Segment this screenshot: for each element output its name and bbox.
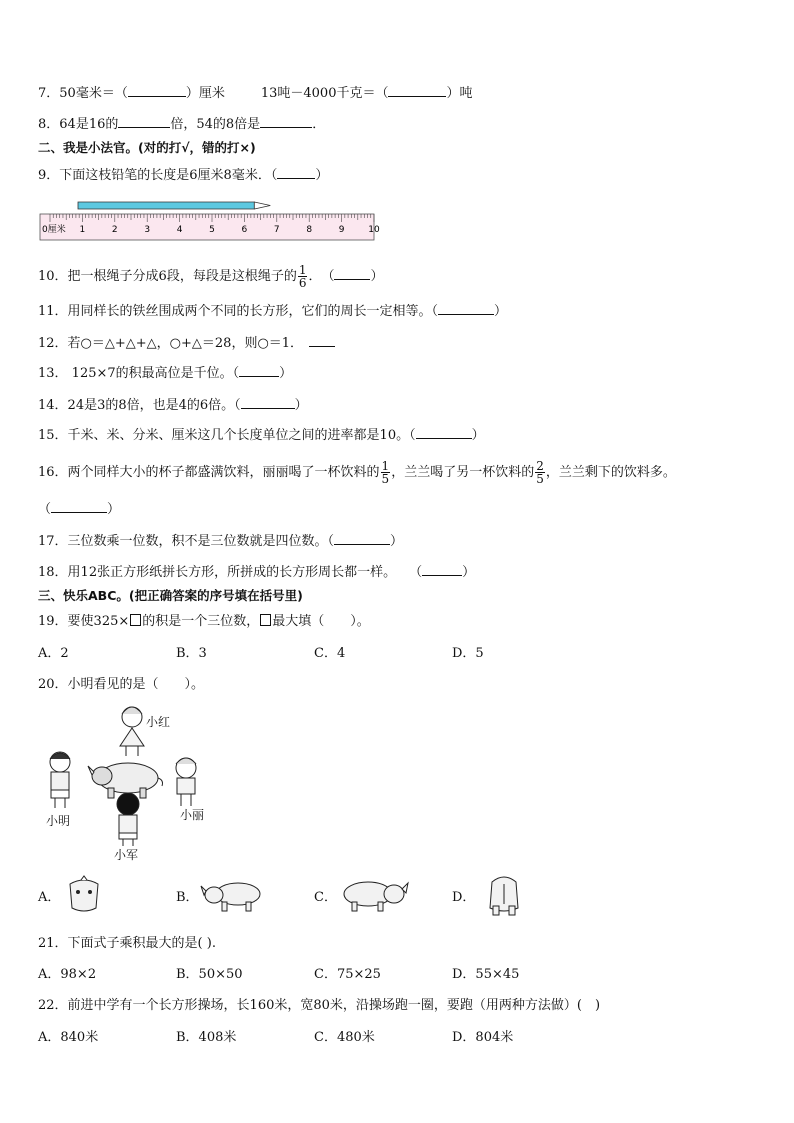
ruler-tick-label: 5 [209, 225, 215, 235]
q22-option-a[interactable]: A．840米 [38, 1030, 99, 1045]
q20-option-a[interactable]: A． [38, 890, 61, 905]
fraction-2-5: $\frac{2}{5}$ [536, 459, 544, 486]
q21-option-d[interactable]: D．55×45 [452, 967, 520, 982]
q21-option-c[interactable]: C．75×25 [314, 967, 381, 982]
question-20: 20．小明看见的是（ ）。 [38, 677, 205, 692]
question-9: 9．下面这枝铅笔的长度是6厘米8毫米．（ ） [38, 168, 329, 183]
answer-blank[interactable] [277, 166, 315, 179]
ruler-tick-label: 6 [241, 225, 248, 235]
fraction: $\frac{1}{6}$ [298, 263, 307, 290]
ruler-tick-label: 4 [176, 225, 183, 235]
answer-blank[interactable] [118, 115, 170, 128]
q20-option-d[interactable]: D． [452, 890, 476, 905]
question-7: 7．50毫米＝（ ）厘米 13吨－4000千克＝（ ）吨 [38, 86, 473, 101]
girl-xiaohong-icon [120, 707, 144, 756]
rhino-front-view-icon [64, 876, 104, 916]
answer-blank[interactable] [239, 364, 279, 377]
ruler-tick-label: 1 [79, 225, 86, 235]
boy-xiaoming-icon [50, 752, 70, 808]
q19-option-a[interactable]: A．2 [38, 646, 69, 661]
label-xiaoming: 小明 [46, 814, 71, 828]
label-xiaoli: 小丽 [180, 808, 205, 822]
q20-option-c[interactable]: C． [314, 890, 337, 905]
q19-option-d[interactable]: D．5 [452, 646, 484, 661]
answer-blank[interactable] [260, 115, 312, 128]
question-15: 15．千米、米、分米、厘米这几个长度单位之间的进率都是10。（ ） [38, 428, 485, 443]
rhino-right-view-icon [338, 876, 410, 914]
question-16-answer: （ ） [38, 502, 121, 517]
question-19: 19．要使325× 的积是一个三位数， 最大填（ ）。 [38, 614, 370, 629]
label-xiaojun: 小军 [114, 848, 139, 862]
question-8: 8．64是16的 倍，54的8倍是 ． [38, 117, 326, 132]
q22-option-d[interactable]: D．804米 [452, 1030, 514, 1045]
girl-xiaoli-icon [176, 758, 196, 806]
ruler-tick-label: 7 [273, 225, 280, 235]
answer-blank[interactable] [416, 426, 472, 439]
ruler-tick-label: 10 [368, 225, 380, 235]
children-around-rhino-scene [40, 700, 230, 862]
q21-option-b[interactable]: B．50×50 [176, 967, 243, 982]
answer-blank[interactable] [438, 302, 494, 315]
question-16: 16．两个同样大小的杯子都盛满饮料，丽丽喝了一杯饮料的 $\frac{1}{5}$ ，兰兰喝了另一杯饮料的 $\frac{2}{5}$ ，兰兰剩下的饮料多。 [38, 459, 676, 486]
q20-option-b[interactable]: B． [176, 890, 199, 905]
ruler-tick-label: 2 [111, 225, 118, 235]
section-3-heading: 三、快乐ABC。(把正确答案的序号填在括号里) [38, 588, 303, 603]
boy-xiaojun-icon [117, 793, 139, 846]
rhino-icon [88, 763, 163, 798]
answer-blank[interactable] [51, 500, 107, 513]
question-21: 21．下面式子乘积最大的是( ). [38, 936, 216, 951]
ruler-zero-label: 0厘米 [42, 225, 66, 235]
q22-option-c[interactable]: C．480米 [314, 1030, 375, 1045]
question-17: 17．三位数乘一位数，积不是三位数就是四位数。（ ） [38, 534, 404, 549]
ruler-tick-label: 8 [306, 225, 313, 235]
label-xiaohong: 小红 [146, 715, 171, 729]
question-14: 14．24是3的8倍，也是4的6倍。（ ） [38, 398, 308, 413]
ruler-body [40, 214, 374, 240]
question-22: 22．前进中学有一个长方形操场，长160米，宽80米，沿操场跑一圈，要跑（用两种方法做）( ) [38, 998, 601, 1013]
rhino-back-view-icon [484, 874, 524, 918]
q21-option-a[interactable]: A．98×2 [38, 967, 97, 982]
blank-square-icon [260, 614, 271, 626]
q22-option-b[interactable]: B．408米 [176, 1030, 237, 1045]
question-13: 13． 125×7的积最高位是千位。（ ） [38, 366, 293, 381]
answer-blank[interactable] [388, 84, 446, 97]
fraction-1-5: $\frac{1}{5}$ [381, 459, 390, 486]
section-2-heading: 二、我是小法官。(对的打√，错的打×) [38, 140, 256, 155]
rhino-left-view-icon [200, 878, 266, 914]
question-18: 18．用12张正方形纸拼长方形，所拼成的长方形周长都一样。 （ ） [38, 565, 476, 580]
answer-blank[interactable] [334, 267, 370, 280]
blank-square-icon [130, 614, 141, 626]
question-12: 12．若○＝△+△+△，○+△＝28，则○＝1． [38, 334, 335, 352]
answer-blank[interactable] [241, 396, 295, 409]
ruler-tick-label: 9 [338, 225, 345, 235]
pencil-tip [254, 202, 270, 209]
answer-blank[interactable] [128, 84, 186, 97]
pencil-icon [78, 202, 254, 209]
answer-blank[interactable] [422, 563, 462, 576]
answer-blank[interactable] [334, 532, 390, 545]
q19-option-b[interactable]: B．3 [176, 646, 207, 661]
ruler-with-pencil [38, 196, 378, 242]
ruler-tick-label: 3 [144, 225, 151, 235]
question-10: 10．把一根绳子分成6段，每段是这根绳子的 $\frac{1}{6}$ ． （ ） [38, 263, 384, 290]
q19-option-c[interactable]: C．4 [314, 646, 346, 661]
question-11: 11．用同样长的铁丝围成两个不同的长方形，它们的周长一定相等。（ ） [38, 304, 508, 319]
answer-blank[interactable] [309, 334, 335, 347]
